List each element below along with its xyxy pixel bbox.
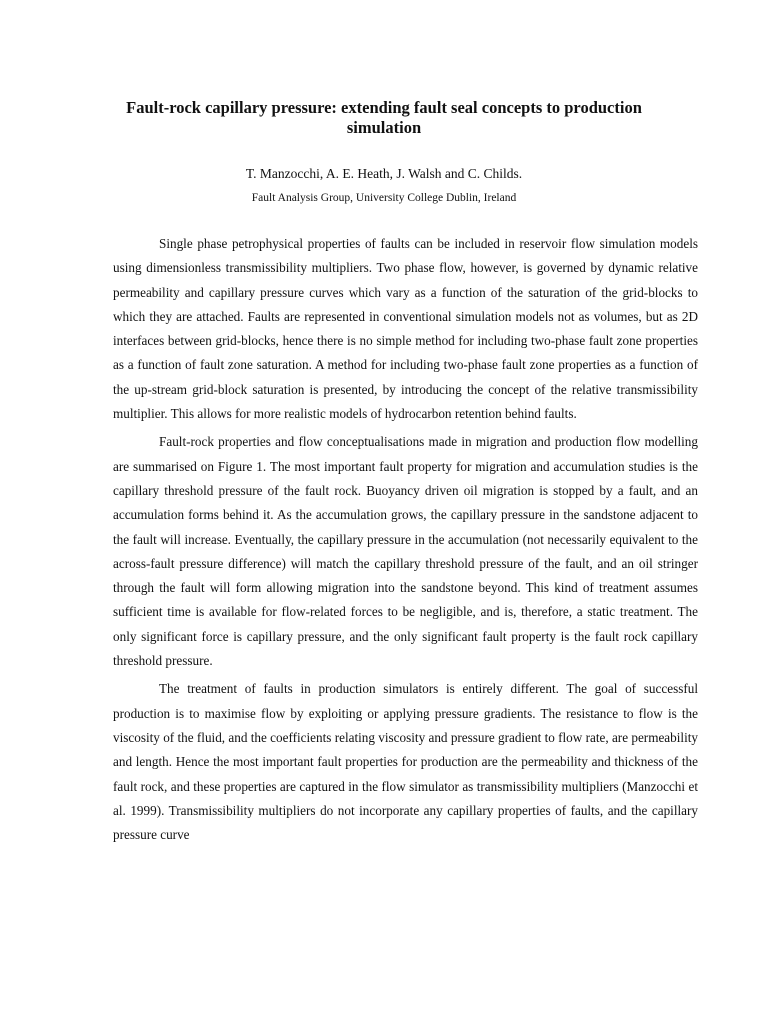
- paragraph-3: The treatment of faults in production simulators is entirely different. The goal of successful production is to maximise flow by exploiting or applying pressure gradients. The resistance to flow is the viscosity of the fluid, and the coefficients relating viscosity and pressure gradient to flow rate, are permeability and length. Hence the most important fault properties for production are the permeability and thickness of the fault rock, and these properties are captured in the flow simulator as transmissibility multipliers (Manzocchi et al. 1999). Transmissibility multipliers do not incorporate any capillary properties of faults, and the capillary pressure curve: [113, 681, 698, 843]
- author-list: T. Manzocchi, A. E. Heath, J. Walsh and C. Childs.: [245, 166, 523, 181]
- paper-title: Fault-rock capillary pressure: extending fault seal concepts to production simulation: [126, 98, 642, 137]
- paragraph-1: Single phase petrophysical properties of faults can be included in reservoir flow simulation models using dimensionless transmissibility multipliers. Two phase flow, however, is governed by dynamic relative permeability and capillary pressure curves which vary as a function of the saturation of the grid-blocks to which they are attached. Faults are represented in conventional simulation models not as volumes, but as 2D interfaces between grid-blocks, hence there is no simple method for including two-phase fault zone properties as a function of fault zone saturation. A method for including two-phase fault zone properties as a function of the up-stream grid-block saturation is presented, by introducing the concept of the relative transmissibility multiplier. This allows for more realistic models of hydrocarbon retention behind faults.: [113, 236, 698, 422]
- body-text: [113, 232, 698, 847]
- affiliation: Fault Analysis Group, University College Dublin, Ireland: [251, 192, 517, 204]
- paragraph-2: Fault-rock properties and flow conceptualisations made in migration and production flow modelling are summarised on Figure 1. The most important fault property for migration and accumulation studies is the capillary threshold pressure of the fault rock. Buoyancy driven oil migration is stopped by a fault, and an accumulation forms behind it. As the accumulation grows, the capillary pressure in the sandstone adjacent to the fault will increase. Eventually, the capillary pressure in the accumulation (not necessarily equivalent to the across-fault pressure difference) will match the capillary threshold pressure of the fault, and an oil stringer through the fault will form allowing migration into the sandstone beyond. This kind of treatment assumes sufficient time is available for flow-related forces to be negligible, and is, therefore, a static treatment. The only significant force is capillary pressure, and the only significant fault property is the fault rock capillary threshold pressure.: [113, 434, 698, 669]
